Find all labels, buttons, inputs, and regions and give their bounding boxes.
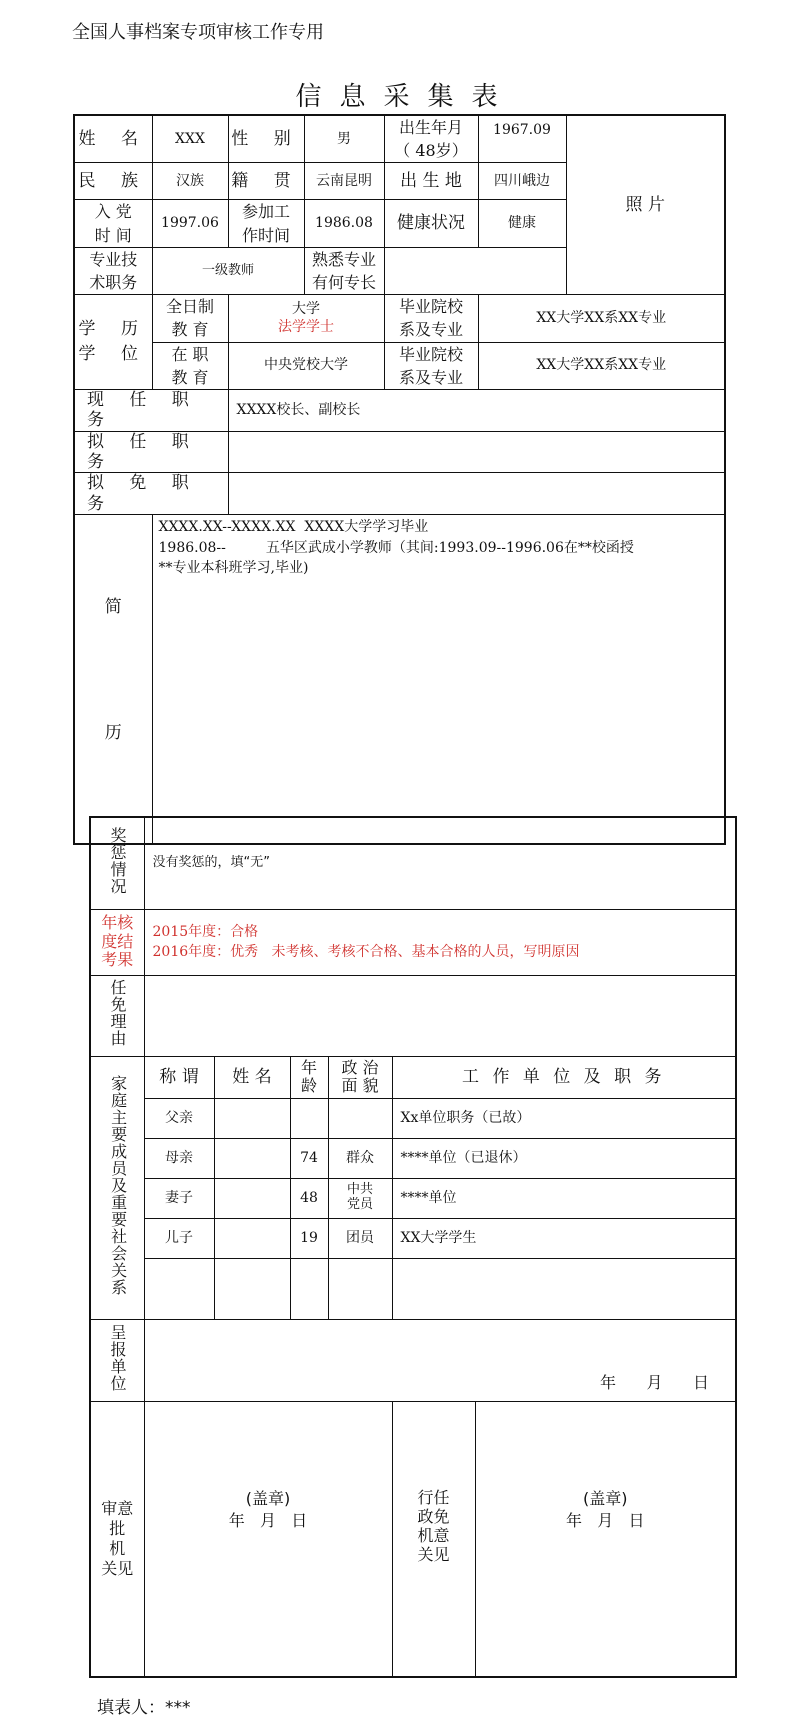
sex-value[interactable]: 男 — [304, 115, 384, 163]
family-age[interactable]: 74 — [290, 1138, 328, 1178]
family-name[interactable] — [214, 1098, 290, 1138]
awards-label — [90, 817, 144, 909]
birth-label — [384, 115, 478, 163]
expertise-value[interactable] — [384, 247, 566, 294]
work-start-label-line-2: 作时间 — [241, 225, 290, 245]
fulltime-degree-level: 大学 — [292, 301, 320, 318]
family-age[interactable]: 48 — [290, 1178, 328, 1218]
approval-authority-label-line-3: 机 — [109, 1538, 126, 1558]
removed-position-value[interactable] — [228, 473, 725, 515]
family-political-line-1: 团员 — [346, 1229, 374, 1246]
reason-label — [90, 975, 144, 1056]
family-name[interactable] — [214, 1178, 290, 1218]
admin-authority-label-line-2: 政免 — [417, 1506, 450, 1526]
photo-label: 照 片 — [625, 194, 665, 215]
work-start-label — [228, 200, 304, 247]
admin-authority-label-line-3: 机意 — [417, 1525, 450, 1545]
professional-title-label — [74, 247, 152, 294]
family-political[interactable] — [328, 1098, 392, 1138]
family-age[interactable]: 19 — [290, 1218, 328, 1258]
family-relation[interactable]: 妻子 — [144, 1178, 214, 1218]
family-relation[interactable]: 母亲 — [144, 1138, 214, 1178]
family-label — [90, 1056, 144, 1319]
birthplace-label: 出 生 地 — [384, 163, 478, 200]
family-political[interactable] — [328, 1258, 392, 1319]
form-filler: 填表人：*** — [97, 1698, 191, 1718]
birthplace-value[interactable]: 四川峨边 — [478, 163, 566, 200]
inservice-school-value[interactable]: XX大学XX系XX专业 — [478, 342, 725, 389]
fulltime-degree-title: 法学学士 — [278, 319, 334, 336]
health-value[interactable]: 健康 — [478, 200, 566, 247]
family-label-text: 家庭主要成员及重要社会关系 — [108, 1074, 128, 1296]
family-political[interactable] — [328, 1218, 392, 1258]
inservice-education-value[interactable]: 中央党校大学 — [228, 342, 384, 389]
work-start-value[interactable]: 1986.08 — [304, 200, 384, 247]
expertise-label — [304, 247, 384, 294]
assessment-line-2015: 2015年度：合格 — [152, 923, 259, 940]
health-label: 健康状况 — [384, 200, 478, 247]
family-work[interactable]: ****单位 — [392, 1178, 736, 1218]
family-work[interactable]: XX大学学生 — [392, 1218, 736, 1258]
inservice-school-label — [384, 342, 478, 389]
family-age[interactable] — [290, 1258, 328, 1319]
education-label-line-1: 学 历 — [78, 319, 148, 340]
family-political[interactable] — [328, 1138, 392, 1178]
family-work[interactable]: ****单位（已退休） — [392, 1138, 736, 1178]
awards-label-text: 奖惩情况 — [108, 826, 128, 895]
submit-date[interactable]: 年 月 日 — [144, 1319, 736, 1401]
resume-content[interactable] — [152, 515, 725, 844]
professional-title-label-line-1: 专业技 — [89, 249, 138, 269]
approval-table — [89, 816, 737, 1678]
approval-authority-label — [90, 1401, 144, 1677]
family-header-political — [328, 1056, 392, 1098]
approval-authority-opinion[interactable] — [144, 1401, 392, 1677]
family-name[interactable] — [214, 1258, 290, 1319]
fulltime-school-value[interactable]: XX大学XX系XX专业 — [478, 295, 725, 342]
party-join-label-line-2: 时 间 — [94, 225, 132, 245]
fulltime-school-label-line-1: 毕业院校 — [398, 297, 463, 317]
family-work[interactable] — [392, 1258, 736, 1319]
fulltime-education-value[interactable] — [228, 295, 384, 342]
family-name[interactable] — [214, 1218, 290, 1258]
birth-label-line-2: （ 48岁） — [394, 141, 468, 161]
family-political[interactable] — [328, 1178, 392, 1218]
photo-box[interactable] — [566, 115, 725, 295]
expertise-label-line-1: 熟悉专业 — [311, 249, 376, 269]
name-value[interactable]: XXX — [152, 115, 228, 163]
birth-label-line-1: 出生年月 — [398, 118, 463, 137]
admin-authority-seal: (盖章) — [583, 1488, 628, 1508]
reason-label-text: 任免理由 — [108, 979, 128, 1048]
party-join-label-line-1: 入 党 — [94, 202, 132, 222]
education-label-line-2: 学 位 — [78, 344, 148, 364]
inservice-school-label-line-1: 毕业院校 — [398, 344, 463, 364]
removed-position-label: 拟 免 职 务 — [74, 473, 228, 515]
origin-label: 籍 贯 — [228, 163, 304, 200]
family-relation[interactable] — [144, 1258, 214, 1319]
family-header-political-1: 政 治 — [341, 1058, 379, 1078]
fulltime-education-label-line-1: 全日制 — [165, 297, 214, 317]
admin-authority-label-line-4: 关见 — [417, 1545, 450, 1565]
submit-unit-label — [90, 1319, 144, 1401]
family-political-line-1: 中共 — [346, 1182, 373, 1198]
family-header-age-2: 龄 — [300, 1076, 317, 1095]
approval-authority-date: 年 月 日 — [228, 1510, 308, 1530]
family-age[interactable] — [290, 1098, 328, 1138]
expertise-label-line-2: 有何专长 — [311, 272, 376, 292]
fulltime-school-label — [384, 295, 478, 342]
admin-authority-label-line-1: 行任 — [417, 1487, 450, 1507]
current-position-label: 现 任 职 务 — [74, 389, 228, 431]
origin-value[interactable]: 云南昆明 — [304, 163, 384, 200]
resume-label-char-1: 简 — [104, 597, 122, 618]
proposed-position-value[interactable] — [228, 431, 725, 473]
current-position-value[interactable]: XXXX校长、副校长 — [228, 389, 725, 431]
inservice-school-label-line-2: 系及专业 — [398, 367, 463, 387]
table-row — [90, 1098, 736, 1138]
assessment-label-line-3: 考果 — [101, 950, 134, 970]
fulltime-education-label — [152, 295, 228, 342]
fulltime-education-label-line-2: 教 育 — [171, 320, 209, 340]
form-heading: 全国人事档案专项审核工作专用 — [72, 22, 324, 43]
proposed-position-label: 拟 任 职 务 — [74, 431, 228, 473]
professional-title-value[interactable]: 一级教师 — [152, 247, 304, 294]
inservice-education-label — [152, 342, 228, 389]
assessment-line-2016: 2016年度：优秀 未考核、考核不合格、基本合格的人员，写明原因 — [152, 944, 580, 960]
table-row — [90, 1218, 736, 1258]
work-start-label-line-1: 参加工 — [241, 202, 290, 222]
assessment-label-line-1: 年核 — [101, 913, 134, 933]
resume-line: **专业本科班学习,毕业) — [158, 559, 309, 576]
party-join-value[interactable]: 1997.06 — [152, 200, 228, 247]
resume-line: 1986.08-- 五华区武成小学教师（其间:1993.09--1996.06在**校函授 — [158, 539, 634, 556]
inservice-education-label-line-2: 教 育 — [171, 367, 209, 387]
table-row — [90, 1258, 736, 1319]
submit-unit-label-text: 呈报单位 — [108, 1323, 128, 1392]
resume-label — [74, 515, 152, 844]
family-header-political-2: 面 貌 — [341, 1076, 379, 1095]
resume-label-char-2: 历 — [104, 723, 122, 744]
approval-authority-seal: (盖章) — [245, 1488, 291, 1508]
approval-authority-label-line-4: 关见 — [101, 1558, 134, 1578]
professional-title-label-line-2: 术职务 — [89, 272, 138, 292]
reason-value[interactable] — [144, 975, 736, 1056]
education-label — [74, 295, 152, 390]
family-relation[interactable]: 父亲 — [144, 1098, 214, 1138]
family-name[interactable] — [214, 1138, 290, 1178]
assessment-value[interactable] — [144, 909, 736, 975]
ethnic-value[interactable]: 汉族 — [152, 163, 228, 200]
family-header-age — [290, 1056, 328, 1098]
family-political-line-2: 党员 — [346, 1197, 373, 1212]
family-header-relation: 称 谓 — [144, 1056, 214, 1098]
table-row — [90, 1178, 736, 1218]
family-header-name: 姓 名 — [214, 1056, 290, 1098]
admin-authority-label — [392, 1401, 475, 1677]
sex-label: 性 别 — [228, 115, 304, 163]
birth-value[interactable]: 1967.09 — [478, 115, 566, 163]
admin-authority-date: 年 月 日 — [566, 1510, 645, 1530]
ethnic-label: 民 族 — [74, 163, 152, 200]
assessment-label-line-2: 度结 — [101, 931, 134, 951]
info-table — [73, 114, 726, 845]
fulltime-school-label-line-2: 系及专业 — [398, 320, 463, 340]
family-political-line-1: 群众 — [346, 1149, 374, 1166]
admin-authority-opinion[interactable] — [475, 1401, 736, 1677]
awards-value[interactable]: 没有奖惩的，填“无” — [144, 817, 736, 909]
approval-authority-label-line-2: 批 — [109, 1518, 126, 1538]
inservice-education-label-line-1: 在 职 — [171, 344, 209, 364]
table-row — [90, 1138, 736, 1178]
resume-line: XXXX.XX--XXXX.XX XXXX大学学习毕业 — [158, 519, 429, 536]
approval-authority-label-line-1: 审意 — [101, 1498, 134, 1518]
party-join-label — [74, 200, 152, 247]
family-relation[interactable]: 儿子 — [144, 1218, 214, 1258]
family-header-work: 工 作 单 位 及 职 务 — [392, 1056, 736, 1098]
name-label: 姓 名 — [74, 115, 152, 163]
family-header-age-1: 年 — [300, 1058, 317, 1078]
family-work[interactable]: Xx单位职务（已故） — [392, 1098, 736, 1138]
assessment-label — [90, 909, 144, 975]
form-title: 信息采集表 — [295, 82, 516, 112]
